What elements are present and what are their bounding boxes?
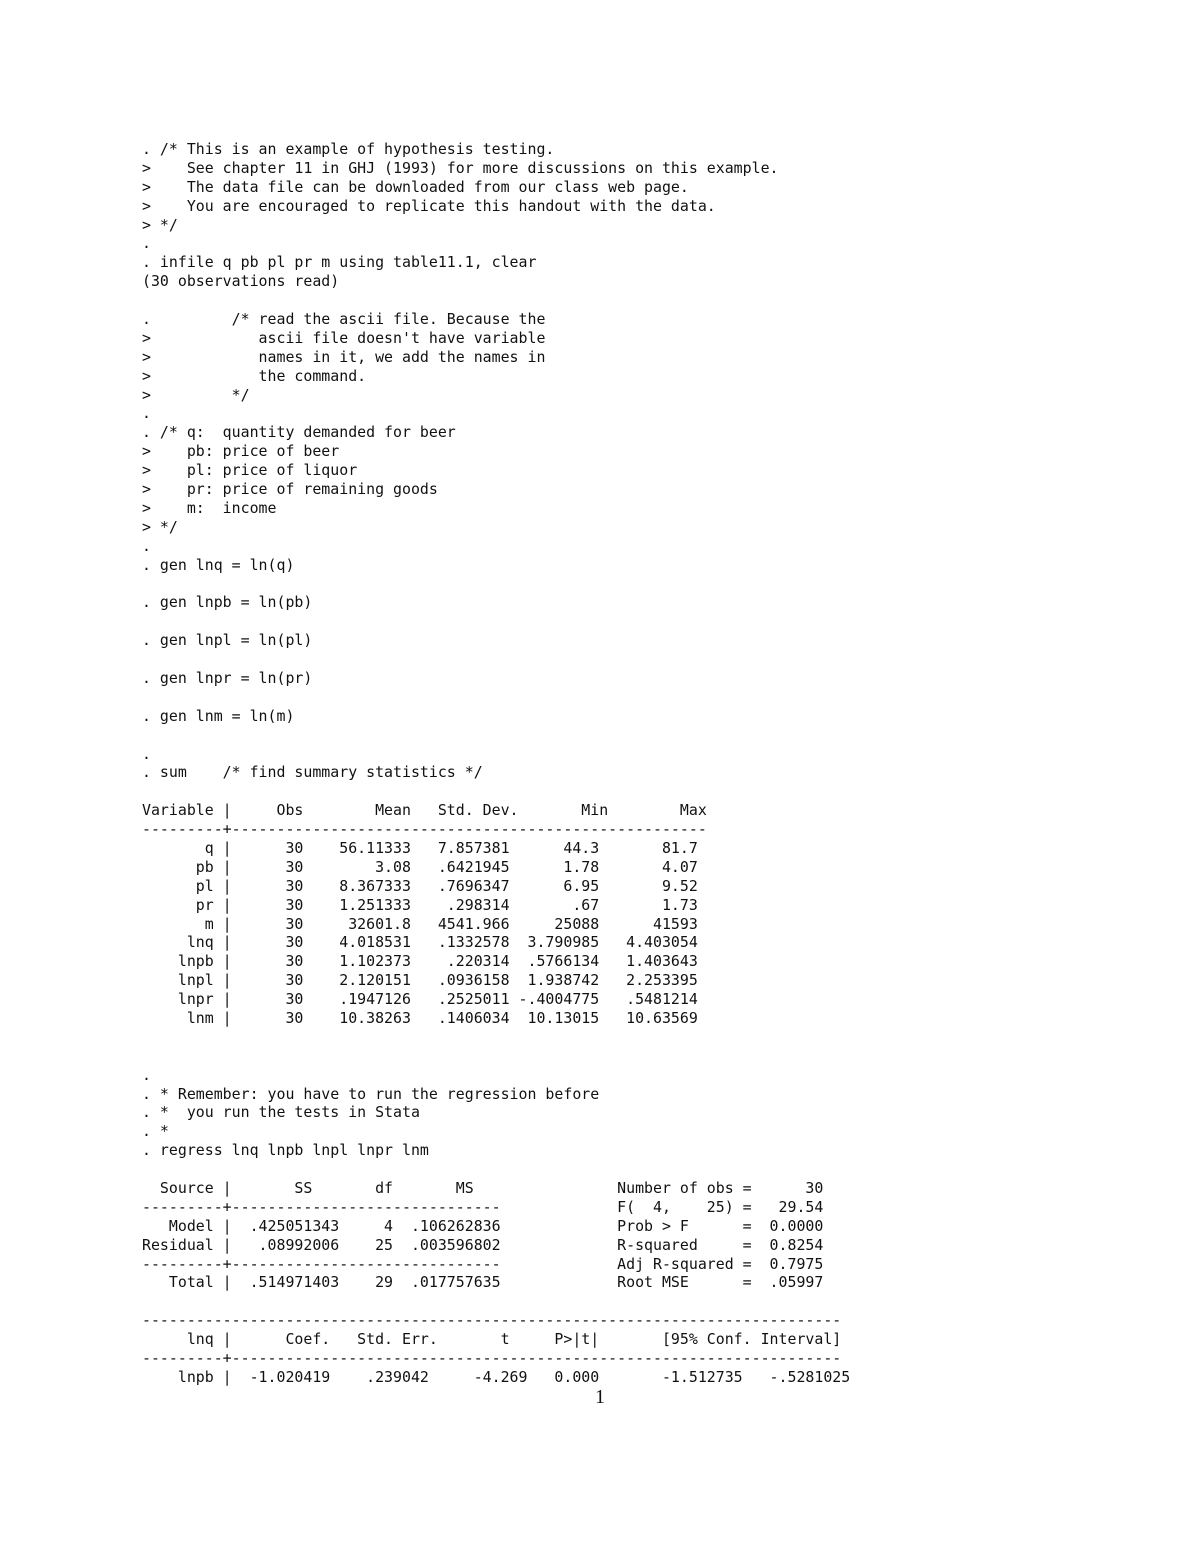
log-line: Source | SS df MS Number of obs = 30 xyxy=(142,1178,824,1197)
log-line: . regress lnq lnpb lnpl lnpr lnm xyxy=(142,1141,429,1160)
stata-log-output xyxy=(142,140,850,1387)
log-line: pl | 30 8.367333 .7696347 6.95 9.52 xyxy=(142,876,698,895)
log-line: lnpr | 30 .1947126 .2525011 -.4004775 .5481214 xyxy=(142,990,698,1009)
log-line xyxy=(142,612,850,631)
log-line: . xyxy=(142,404,151,423)
log-line: lnpb | -1.020419 .239042 -4.269 0.000 -1.512735 -.5281025 xyxy=(142,1367,851,1386)
log-line: . * xyxy=(142,1122,169,1141)
log-line xyxy=(142,1160,850,1179)
log-line: > The data file can be downloaded from our class web page. xyxy=(142,177,689,196)
log-line: . gen lnpb = ln(pb) xyxy=(142,593,313,612)
log-line xyxy=(142,574,850,593)
log-line xyxy=(142,291,850,310)
log-line: ---------+----------------------------------------------------- xyxy=(142,820,707,839)
log-line: > You are encouraged to replicate this handout with the data. xyxy=(142,196,716,215)
log-line xyxy=(142,1292,850,1311)
log-line: m | 30 32601.8 4541.966 25088 41593 xyxy=(142,914,698,933)
log-line: . gen lnpr = ln(pr) xyxy=(142,668,313,687)
log-line: lnq | Coef. Std. Err. t P>|t| [95% Conf. Interval] xyxy=(142,1330,842,1349)
log-line: . * you run the tests in Stata xyxy=(142,1103,420,1122)
log-line: > pb: price of beer xyxy=(142,442,340,461)
log-line xyxy=(142,650,850,669)
log-line: > pr: price of remaining goods xyxy=(142,480,438,499)
log-line: > names in it, we add the names in xyxy=(142,347,546,366)
log-line: . gen lnpl = ln(pl) xyxy=(142,631,313,650)
log-line: . xyxy=(142,744,151,763)
log-line xyxy=(142,1047,850,1066)
log-line xyxy=(142,688,850,707)
log-line: Model | .425051343 4 .106262836 Prob > F = 0.0000 xyxy=(142,1216,824,1235)
log-line: q | 30 56.11333 7.857381 44.3 81.7 xyxy=(142,838,698,857)
log-line: . /* read the ascii file. Because the xyxy=(142,310,546,329)
log-line: > */ xyxy=(142,215,178,234)
log-line: pb | 30 3.08 .6421945 1.78 4.07 xyxy=(142,857,698,876)
log-line: . gen lnq = ln(q) xyxy=(142,555,295,574)
log-line: . xyxy=(142,1065,151,1084)
log-line: . /* This is an example of hypothesis testing. xyxy=(142,140,555,158)
log-line: . infile q pb pl pr m using table11.1, clear xyxy=(142,253,537,272)
log-line: > ascii file doesn't have variable xyxy=(142,328,546,347)
log-line: > See chapter 11 in GHJ (1993) for more discussions on this example. xyxy=(142,158,779,177)
log-line: . * Remember: you have to run the regression before xyxy=(142,1084,600,1103)
log-line: > */ xyxy=(142,385,250,404)
log-line xyxy=(142,726,850,745)
page-number: 1 xyxy=(595,1386,605,1408)
log-line: . gen lnm = ln(m) xyxy=(142,706,295,725)
log-line: . sum /* find summary statistics */ xyxy=(142,763,483,782)
log-line: Total | .514971403 29 .017757635 Root MSE = .05997 xyxy=(142,1273,824,1292)
log-line: > */ xyxy=(142,517,178,536)
log-line: . /* q: quantity demanded for beer xyxy=(142,423,456,442)
log-line: pr | 30 1.251333 .298314 .67 1.73 xyxy=(142,895,698,914)
log-line: . xyxy=(142,536,151,555)
log-line: > the command. xyxy=(142,366,367,385)
log-line: ---------+------------------------------ F( 4, 25) = 29.54 xyxy=(142,1197,824,1216)
log-line: Residual | .08992006 25 .003596802 R-squared = 0.8254 xyxy=(142,1235,824,1254)
log-line: > pl: price of liquor xyxy=(142,461,358,480)
log-line: . xyxy=(142,234,151,253)
log-line xyxy=(142,782,850,801)
log-line: lnpl | 30 2.120151 .0936158 1.938742 2.253395 xyxy=(142,971,698,990)
log-line xyxy=(142,1028,850,1047)
log-line: (30 observations read) xyxy=(142,272,340,291)
log-line: lnpb | 30 1.102373 .220314 .5766134 1.403643 xyxy=(142,952,698,971)
log-line: ------------------------------------------------------------------------------ xyxy=(142,1311,842,1330)
log-line: ---------+-------------------------------------------------------------------- xyxy=(142,1349,842,1367)
log-line: lnq | 30 4.018531 .1332578 3.790985 4.403054 xyxy=(142,933,698,952)
log-line: ---------+------------------------------ Adj R-squared = 0.7975 xyxy=(142,1254,824,1273)
log-line: Variable | Obs Mean Std. Dev. Min Max xyxy=(142,801,707,820)
log-line: lnm | 30 10.38263 .1406034 10.13015 10.63569 xyxy=(142,1008,698,1027)
log-line: > m: income xyxy=(142,498,277,517)
